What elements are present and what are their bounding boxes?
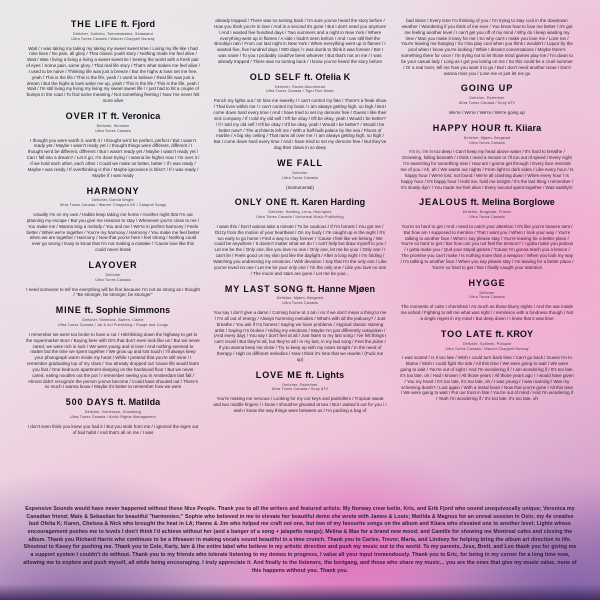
song-title (400, 124, 574, 134)
song-title-text: WE FALL (277, 157, 323, 168)
song-title-text: JEALOUS (419, 197, 468, 208)
song-feat: ft. Fjord (118, 19, 156, 29)
song-publishers: Ultra Tunes Canada / Universal Music Publishing (256, 215, 344, 220)
song-publishers: Ultra Tunes Canada / Warner Chappell Norway (71, 36, 155, 41)
song-feat: ft. Matilda (114, 397, 161, 408)
song-publishers: Ultra Tunes Canada / Warner Chappell UK / Catapult Songs (59, 203, 167, 208)
song-lyrics: The moments of calm I cherished / As much as those blurry nights / And the war inside me ached / Fighting to tell me what was right / I reminisce with a fondness though / Not a single regret in my mind / But deep down / I knew that it was time (400, 304, 574, 321)
song-writers: Deitcher, Mjøen, Bergsted (463, 135, 511, 140)
song-title (213, 73, 387, 83)
song-writers: Deitcher, Harding, Lena, Henriques (268, 210, 332, 215)
song-title (26, 398, 200, 408)
song-title (26, 187, 200, 197)
song-writers: Deitcher, Solheim, Toennesbakke, Smaaland (73, 31, 153, 36)
song-publishers: Ultra Tunes Canada (469, 295, 505, 300)
song-lyrics: You say I don't give a damn / Coming home at 4 am / As if we don't mean a thing to me / I'm all out of energy / Always humming melodies / What's with all the jealousy? / Just breathe / You ask if I'm honest / Saying we have problems / Atypical classic starving artist / Saying I'm broken / Hiding my emotions / Maybe I'm just differently outspoken / (And every day) / You say I don't feel at all / Just listen to my last song / I've felt things I can't recall / But they're all, but they're all / In my last, in my last song / Feel the pulse / If you wanna keep me close / Try to keep up with my notes tonight / In the need of therapy / High on different melodies / Now I think it's time that we rewrite / (Fuck me up) (213, 310, 387, 362)
song-lyrics: Wait / I was taking my taking my taking my sweet sweet time / Living my life like I had nine lives / No pain, all glory / That classic youth story / Nothing made me feel alive / Wait / Was I living a living a living a sweet sweet lie / Seeing the world with a fresh pair of eyes / Some pain, some glory / That real life story / That's what makes me feel alive / I used to be naive / Thinking life was just a breeze / But the highs & lows set me free, yeah / This is the life / This is the life, yeah / I used to believe / Real life was just a dream / But the highs & lows woke me up, yeah / This is the life / This is the life, yeah / Wait / I'm still living my living my living my sweet sweet life / I just had to hit a couple of bumps in the road / To find some meaning / Not something fleeting / Now I've never felt more alive (26, 45, 200, 104)
song-feat: ft. Lights (302, 369, 345, 380)
song-writers: Deitcher (479, 290, 495, 295)
song-lyrics: I thought you were worth it, worth it / I thought we'd be perfect, perfect / But I wasn't ready yet / Maybe I wasn't ready yet / I thought things were different, different / I thought we'd be different, different / But I wasn't ready yet / Maybe I wasn't ready yet / Can I fall into a dream? / Let it go, I'm done trying / I wanna be higher now / I'm over it / If we hold each other, each other / Could we make us better, better / If I was ready / Maybe I was ready / If overthinking is this / Maybe ignorance is bliss? / If I was ready / Maybe if I was ready (26, 137, 200, 178)
song-writers: Deitcher, Simmons, Barten, Castle (82, 318, 144, 323)
song-title (26, 306, 200, 316)
song-title-text: HAPPY HOUR (432, 122, 502, 133)
song-publishers: Ultra Tunes Canada (282, 175, 318, 180)
song-title-text: HARMONY (86, 185, 140, 196)
song-title-text: MY LAST SONG (224, 283, 305, 294)
song-lyrics: I'm in, I'm in too deep / Can't keep my head above water / It's hard to breathe / Drowning, falling beneath / I think I need a minute or I'll run out of speed / Every night I'm searching for something new / How am I gonna get through / Every face reminds me of you / Ah, ah / We waste our nights / From light to dark sides / Like every hour / Is happy hour / We're lost, not found / We're all crashing down / When every hour / Is happy hour / It's happy hour / Hold me, hold me tonight / It's the last thing I remember / It's slowly dyin' / You made me feel alive / Every second spent together / Was satisfyin' (400, 149, 574, 190)
song-title (213, 159, 387, 169)
song-title-text: MINE (55, 305, 82, 316)
song-lyrics: I want this / Don't wanna take a minute / To be cautious / If I'm honest / You got me / Dizzy from the motion of your heartbeat / On my body / I'm caught up in the night / It's too early to go home / Find a way to stay forever / 'Cause I feel like we belong / We could be anywhere / It doesn't matter what we do / I can't help but draw myself to you / Let me be the / Only one, like you love no one / Only one, let me be your / Only one / I can't lie / Feels good on my skin just like the daylight / After a long night / I'm folding / Watching you undressing my emotions / With devotion / Say that I'm the only one / Like you've loved no one / Let me be your only one / I'm the only one / Like you love no one / The moon and stars are gone / Let me be your... (213, 223, 387, 276)
song-publishers: Ultra Tunes Canada / Arctic Rights Management (70, 415, 156, 419)
song-lyrics: Usually I'm on my own / Habits keep taking me home / Another night that I'm out planning my escape / But you give me reasons to stay / Whenever you're close to me / You make me / Wanna sing a melody / You and me / We're in perfect harmony / Feels better / When we're together / You're my harmony / Harmony / You make me feel better when we are together / Harmony / Now that you're here I feel strong / Nothing could ever go wrong / Easy to know that I'm not making a mistake / 'Cause love like this could never break (26, 212, 200, 253)
song-title (26, 20, 200, 30)
song-lyrics: We're / We're / We're / We're going up (449, 110, 525, 116)
song-publishers: Ultra Tunes Canada / Jal & Axl Publishing / Rouge and Cougs (57, 322, 169, 327)
song-feat: ft. KROY (492, 328, 534, 339)
song-title-text: 500 DAYS (65, 397, 115, 408)
song-writers: Deitcher, Gorlesson, Grossberg (84, 410, 142, 415)
song-publishers: Ultra Tunes Canada (95, 277, 131, 282)
song-writers: Deitcher, Danita Wright (92, 198, 134, 203)
song-publishers: Ultra Tunes Canada / Sony ATV (271, 387, 329, 392)
song-publishers: Ultra Tunes Canada (95, 128, 131, 133)
song-title-text: TOO LATE (440, 328, 493, 339)
song-title (213, 198, 387, 208)
song-feat: ft. Veronica (107, 111, 161, 122)
song-title (400, 279, 574, 289)
thank-you-note: Expensive Sounds would have never happened without these Nice People. Thank you to all the writers and featured artists: My Norway crew Iselin, Kris, and Erik Fjord who sound unequivocally unique; Veronica my Canadian friend; Mats & Sebastian for beautiful "harmonies;" Sophie who believed in me to elevate her beautiful demo she wrote with James & Louis; Matilda & Magnus for an unreal session in Oslo; my 4x creative bud Ofelia K; Karen, Chelsea & Nick who brought the heat in LA; Hanne & Jim who helped me craft not one, but two of my favourite songs on the album and Kiiara who elevated one to another level; Lights whose encouragement pushes me to levels I don't think I'd achieve without her (and a banger of a song + jalapeño margs); Melina & Max for a brand new mood; and Camille for showing me Montreal cafes and closing the album. Thank you Richard Harris who continues to be a lifesaver in making vocals sound beautiful in a time crunch. Thank you to Carlee, Trevor, Maria, and Lindsey for helping bring the album art direction to life. Shoutout to Kasey for pushing me. Thank you to Cole, Karly, Iain & the entire label who believe in my artistic direction and push my music out to the world. To my parents, Jess, Brett, and Leo thank you for giving me a support system I couldn't do without. Thank you to my friends who tolerate listening to my demos in progress, I value all your input tremendously. Thank you to Eric, for being in my corner for a long time now, allowing me to explore and push myself, all while being encouraging. I truly appreciate it. And finally to the listeners, the bortgang, and those who share my music... you are the ones that give my music value, none of this happens without you. Thank you. (23, 506, 577, 574)
song-lyrics: I don't even think you knew you had it / But you stole from me / I ignored the signs out of bad habit / And that's all on me / I was (27, 423, 199, 435)
song-feat: ft. Melina Borglowe (467, 197, 555, 208)
song-title-text: LOVE ME (255, 369, 303, 380)
song-title-text: OLD SELF (249, 71, 302, 82)
song-publishers: Ultra Tunes Canada (282, 301, 318, 306)
song-publishers: Ultra Tunes Canada (469, 140, 505, 145)
lyrics-continuation: bad ideas / Every time I'm thinking of you / I'm trying to stay cool in the downtown weather / Wondering if you think of me ever / You know how to love me better / It's got me feeling another level / I can't get you off of my mind / Why do I keep wasting my time / Man you make it easy for me / So why can't I make you love me / Love me / You're leaving me hanging / So I'ma play cool when you think I wouldn't / Liquor by the pool when I know you're looking / While I dissect conversations / Maybe there's something there for once / I'm trying not to let those mind games play me / I'm down to be your casual lady / Long as I got you loving on me / So this could be a cruel summer / Or a real lover, tell me how you want it to go / But I don't need another issue / Don't wanna miss you / Love me or just let me go (401, 18, 573, 76)
lyrics-column-right (400, 12, 574, 504)
song-lyrics: You're making me nervous / Looking for my car keys and painkillers / Tropical sweat and two middle fingers / I know I should've ghosted at two / But I waited it out for you / I wish I knew the way things were between us / I'm packing a bag of (213, 396, 387, 413)
song-title-text: HYGGE (468, 277, 506, 288)
song-lyrics: I need someone to tell me everything will be fine because I'm not as strong as I thought / "Be stronger, be stronger, be stronger" (26, 286, 200, 298)
song-lyrics: (Instrumental) (286, 184, 314, 190)
song-title-text: THE LIFE (70, 19, 119, 29)
song-writers: Deitcher (292, 170, 308, 175)
song-writers: Deitcher, Sinomen (96, 123, 130, 128)
song-title (213, 285, 387, 295)
song-publishers: Ultra Tunes Canada / Tiger Run Music (265, 89, 335, 94)
song-publishers: Ultra Tunes Canada (469, 215, 505, 220)
song-title (400, 330, 574, 340)
song-lyrics: You're so hard to get / And I need to catch your attention / It's like you're heaven sent / But how am I supposed to mention / That I want you / When I look your way / You're talking to another face / When I say please stay / You're leaving for a better place / You're so hard to get / But how can you not feel the tension? / I gotta make you jealous / I gotta make you / Quit your stupid games / 'Cause I'm gonna teach you a lesson / The promise you can't make / Is nothing more than a weapon / When you look my way / I'm talking to another face / When you say please stay / I'm leaving for a better place / You're so hard to get / But I finally caught your attention (400, 223, 574, 270)
song-feat: ft. Hanne Mjøen (304, 283, 376, 294)
lyrics-column-left (26, 12, 200, 504)
song-title (400, 84, 574, 94)
lyrics-column-middle (213, 12, 387, 504)
song-writers: Deitcher, Poxleitner (469, 96, 505, 101)
song-title-text: OVER IT (65, 111, 108, 122)
song-writers: Deitcher, Roche-Moorehead (275, 84, 325, 89)
song-feat: ft. Kiiara (501, 122, 542, 133)
song-feat: ft. Sophie Simmons (81, 305, 171, 316)
song-title (400, 198, 574, 208)
song-feat: ft. Karen Harding (287, 197, 366, 208)
song-lyrics: I was scared / Is it too late / Wish I could turn back time / Can't go back / Guess I'm to blame / Wish I could fight the tide / All this time / We were going to wait / We were going to wait / You're out of sight / And I'm wondering if / I am wondering if / It's too late, it's too late, oh / Had I known / All those years / All those years ago / I would have given / You my heart / It's too late, it's too late, oh / I was young / I was roaming / Was my scheming dumb? / Lost again / With a metal heart / Now that you're gone / All this time / We were going to wait / Put our trust in fate / You're out of mind / And I'm wondering if / Yeah I'm wondering if / It's too late, it's too late, oh (400, 355, 574, 402)
song-writers: Deitcher (105, 272, 121, 277)
song-title (26, 261, 200, 271)
song-writers: Deitcher, Poxleitner (282, 382, 318, 387)
song-title-text: GOING UP (460, 83, 514, 94)
song-feat: ft. Ofelia K (301, 71, 351, 82)
song-lyrics: Punch my lights out / Or kiss me sweetly / I can't control my fate / There's a freak show / That lives within me / I can't control my brain / I am always getting high, so high / But I come down hard every time / And I have tried to set my demons free / Guess I like their sick company / If I told my old self / It'll be okay / It'll be okay, yeah / Would I be better? / If I told my old self / It'll be okay / It'll be okay, yeah / Would I be better? / Would I be better now? / The architects left me / With a half-built palace by the sea / Floors of marble / A big sky ceiling / That rains all over me / I am always getting high, so high / But I come down hard every time / And I have tried to set my demons free / But they've dug their claws in so deep (213, 98, 387, 151)
lyrics-columns (26, 12, 574, 504)
song-title (26, 112, 200, 122)
song-lyrics: I remember we were too broke to have a car / Hitchhiking down the highway to get to the supermarket store / Buying beer with ID's that don't even look like us / But we never cared, we were rich in luck / We were young and in love / And nothing seemed to matter but the time we spent together / We grow up and lost touch / I'll always keep your photograph warm inside my heart / While I pretend that you're still mine / I remember graduating top of my class / You already dropped out 'cause life would learn you fast / One bedroom apartment sleeping on the hardwood floor / But we never cared, eating noodles out the pot / I remember seeing you in Amsterdam last fall / Almost didn't recognize the person you've become / Could have shouted out / There's so much I wanna know / Maybe it's better to remember how we were (26, 331, 200, 390)
song-title-text: LAYOVER (88, 259, 138, 270)
song-writers: Deitcher, Mjøen, Bergsted (276, 296, 324, 301)
song-title (213, 371, 387, 381)
song-writers: Deitcher, Solheim, Poliquin (462, 341, 512, 346)
song-title-text: ONLY ONE (234, 197, 288, 208)
song-writers: Deitcher, Borglowe, Fritzen (462, 210, 512, 215)
lyrics-continuation: already trapped / There was no turning back / I'm sure you've heard the story before / How you think you're in love / And in a second it's gone / But I don't need you anymore / And I wasted five hundred days / Two summers and a night in New York / Where everything went up in flames / A side I hadn't seen before / And I can still feel the Brooklyn rain / From our last night in New York / When everything went up in flames / I wasted five, five hundred days / 500 days / I was dumb to think it was forever / But I was naive / To you I probably could've been whoever / But that's not on me / I was already trapped / There was no turning back / I know you've heard the story before (214, 18, 386, 64)
song-publishers: Ultra Tunes Canada / Warner Chappell Norway (445, 346, 529, 351)
song-publishers: Ultra Tunes Canada / Sony ATV (458, 101, 516, 106)
